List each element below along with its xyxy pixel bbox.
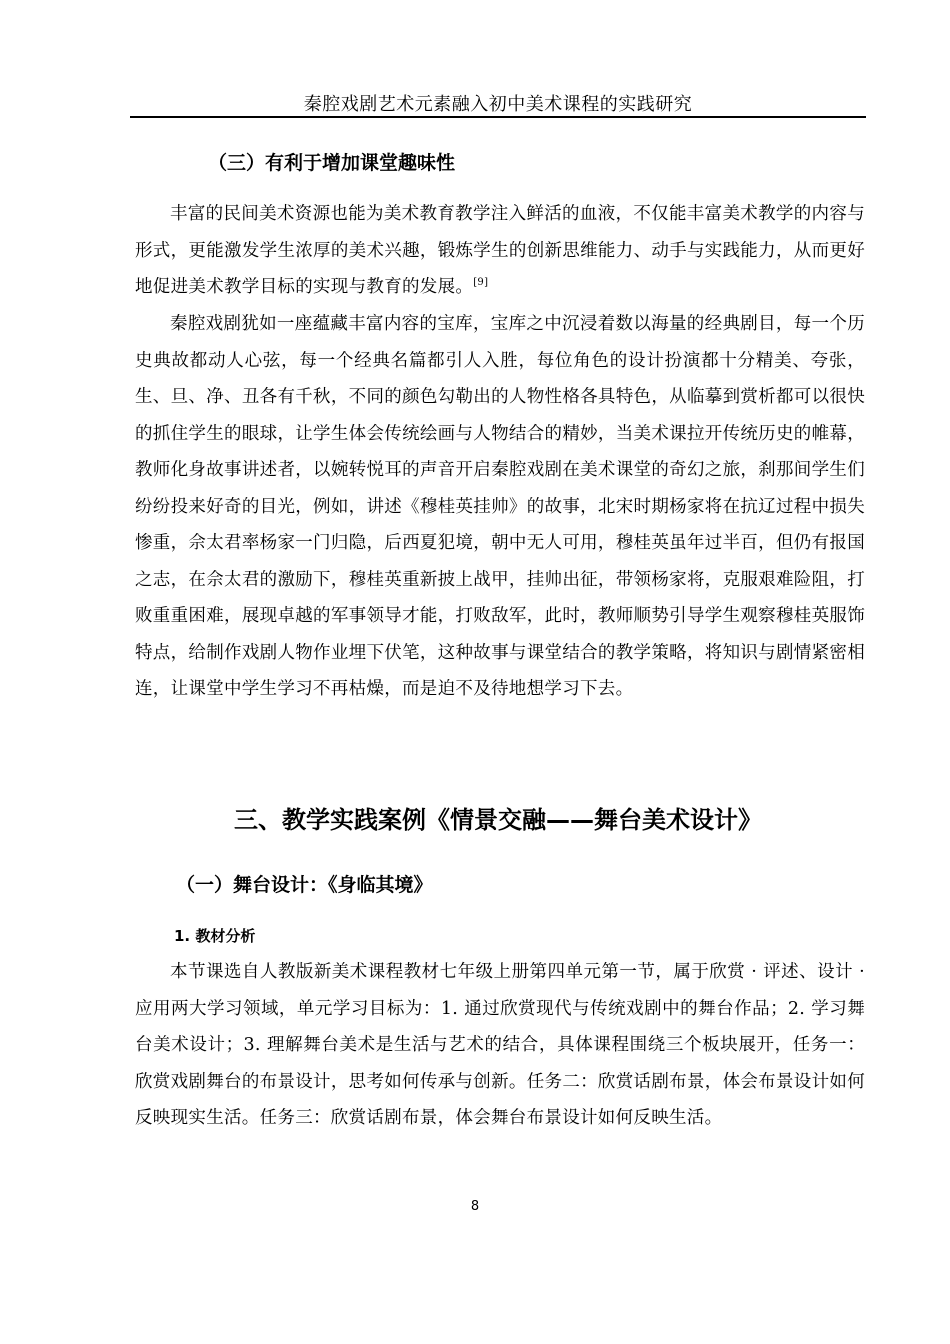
subheading-textbook-analysis: 1. 教材分析 xyxy=(174,927,256,945)
paragraph-folk-art-resources xyxy=(135,196,865,306)
paragraph-folk-art-text: 丰富的民间美术资源也能为美术教育教学注入鲜活的血液，不仅能丰富美术教学的内容与形式，更能激发学生浓厚的美术兴趣，锻炼学生的创新思维能力、动手与实践能力，从而更好地促进美术教学目标的实现与教育的发展。 xyxy=(135,204,865,297)
running-header: 秦腔戏剧艺术元素融入初中美术课程的实践研究 xyxy=(303,94,693,115)
section-heading-stage-design: （一）舞台设计：《身临其境》 xyxy=(176,874,433,896)
page-number: 8 xyxy=(470,1199,480,1214)
citation-marker: [9] xyxy=(473,277,489,289)
paragraph-textbook-analysis: 本节课选自人教版新美术课程教材七年级上册第四单元第一节，属于欣赏 · 评述、设计 · 应用两大学习领域，单元学习目标为：1. 通过欣赏现代与传统戏剧中的舞台作品；2. 学习舞台美术设计；3. 理解舞台美术是生活与艺术的结合，具体课程围绕三个板块展开，任务一：欣赏戏剧舞台的布景设计，思考如何传承与创新。任务二：欣赏话剧布景，体会布景设计如何反映现实生活。任务三：欣赏话剧布景，体会舞台布景设计如何反映生活。 xyxy=(135,962,865,1128)
chapter-heading-teaching-case: 三、教学实践案例《情景交融——舞台美术设计》 xyxy=(234,806,762,834)
header-rule xyxy=(130,116,866,118)
section-heading-interest: （三）有利于增加课堂趣味性 xyxy=(208,152,456,174)
paragraph-qinqiang-treasure: 秦腔戏剧犹如一座蕴藏丰富内容的宝库，宝库之中沉浸着数以海量的经典剧目，每一个历史典故都动人心弦，每一个经典名篇都引人入胜，每位角色的设计扮演都十分精美、夸张，生、旦、净、丑各有千秋，不同的颜色勾勒出的人物性格各具特色，从临摹到赏析都可以很快的抓住学生的眼球，让学生体会传统绘画与人物结合的精妙，当美术课拉开传统历史的帷幕，教师化身故事讲述者，以婉转悦耳的声音开启秦腔戏剧在美术课堂的奇幻之旅，刹那间学生们纷纷投来好奇的目光，例如，讲述《穆桂英挂帅》的故事，北宋时期杨家将在抗辽过程中损失惨重，佘太君率杨家一门归隐，后西夏犯境，朝中无人可用，穆桂英虽年过半百，但仍有报国之志，在佘太君的激励下，穆桂英重新披上战甲，挂帅出征，带领杨家将，克服艰难险阻，打败重重困难，展现卓越的军事领导才能，打败敌军，此时，教师顺势引导学生观察穆桂英服饰特点，给制作戏剧人物作业埋下伏笔，这种故事与课堂结合的教学策略，将知识与剧情紧密相连，让课堂中学生学习不再枯燥，而是迫不及待地想学习下去。 xyxy=(135,314,865,699)
